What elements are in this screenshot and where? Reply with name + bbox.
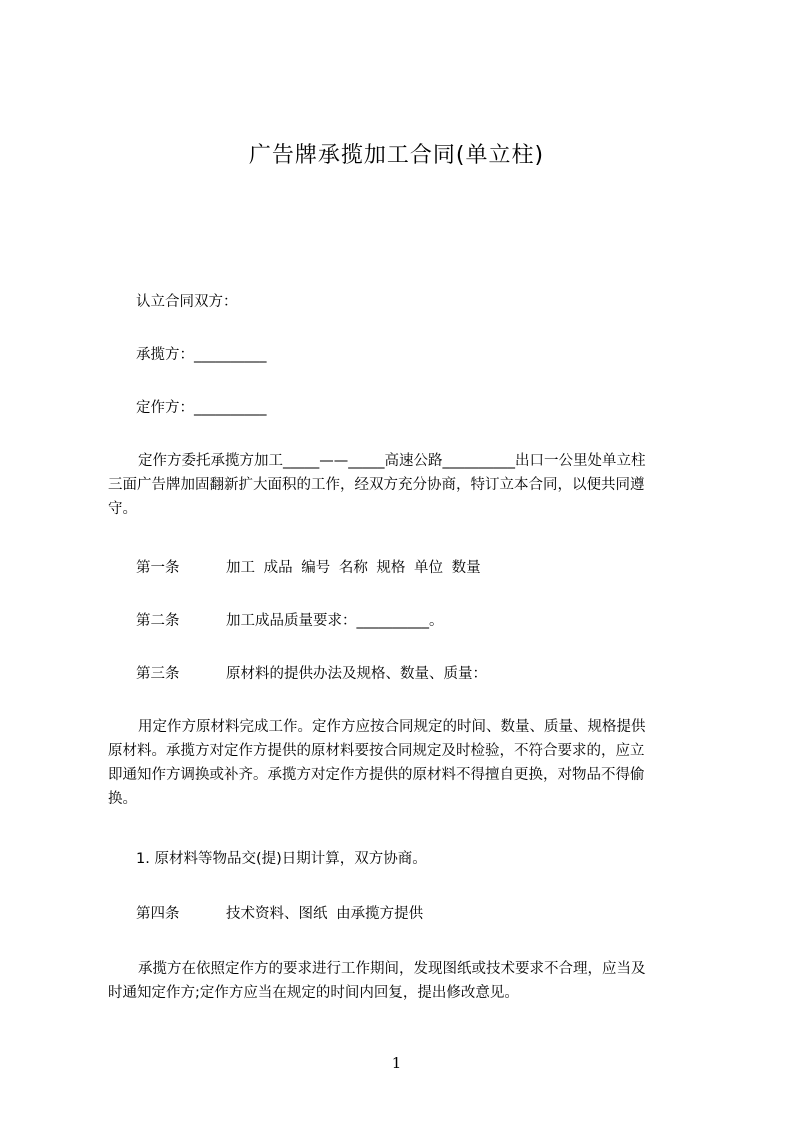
article-number: 第三条: [136, 666, 180, 682]
document-title: 广告牌承揽加工合同(单立柱): [248, 143, 545, 168]
article-text: 加工成品质量要求：__________。: [226, 613, 444, 629]
materials-line: 用定作方原材料完成工作。定作方应按合同规定的时间、数量、质量、规格提供: [138, 719, 646, 735]
technical-line: 时通知定作方;定作方应当在规定的时间内回复，提出修改意见。: [108, 985, 519, 1001]
technical-line: 承揽方在依照定作方的要求进行工作期间，发现图纸或技术要求不合理，应当及: [138, 961, 646, 977]
article-number: 第一条: [136, 560, 180, 576]
parties-heading: 认立合同双方：: [136, 294, 238, 310]
article-4: [136, 902, 423, 926]
technical-paragraph: [108, 957, 700, 1005]
client-line: 定作方：__________: [136, 400, 267, 416]
article-number: 第四条: [136, 906, 180, 922]
page-number: 1: [391, 1054, 402, 1072]
article-2: [136, 609, 444, 633]
article-number: 第二条: [136, 613, 180, 629]
article-1: [136, 556, 481, 580]
materials-line: 即通知作方调换或补齐。承揽方对定作方提供的原材料不得擅自更换，对物品不得偷: [108, 767, 645, 783]
article-text: 原材料的提供办法及规格、数量、质量：: [226, 666, 487, 682]
intro-paragraph: [108, 449, 700, 521]
materials-paragraph: [108, 715, 700, 811]
contractor-line: 承揽方：__________: [136, 347, 267, 363]
intro-line: 三面广告牌加固翻新扩大面积的工作，经双方充分协商，特订立本合同，以便共同遵: [108, 477, 645, 493]
article-text: 技术资料、图纸 由承揽方提供: [226, 906, 424, 922]
article-text: 加工 成品 编号 名称 规格 单位 数量: [226, 560, 481, 576]
item-1: 1. 原材料等物品交(提)日期计算，双方协商。: [136, 851, 427, 867]
article-3: [136, 662, 487, 686]
intro-line: 守。: [108, 501, 137, 517]
materials-line: 原材料。承揽方对定作方提供的原材料要按合同规定及时检验，不符合要求的，应立: [108, 743, 645, 759]
materials-line: 换。: [108, 791, 137, 807]
intro-line: 定作方委托承揽方加工_____——_____高速公路__________出口一公里处单立柱: [138, 453, 646, 469]
